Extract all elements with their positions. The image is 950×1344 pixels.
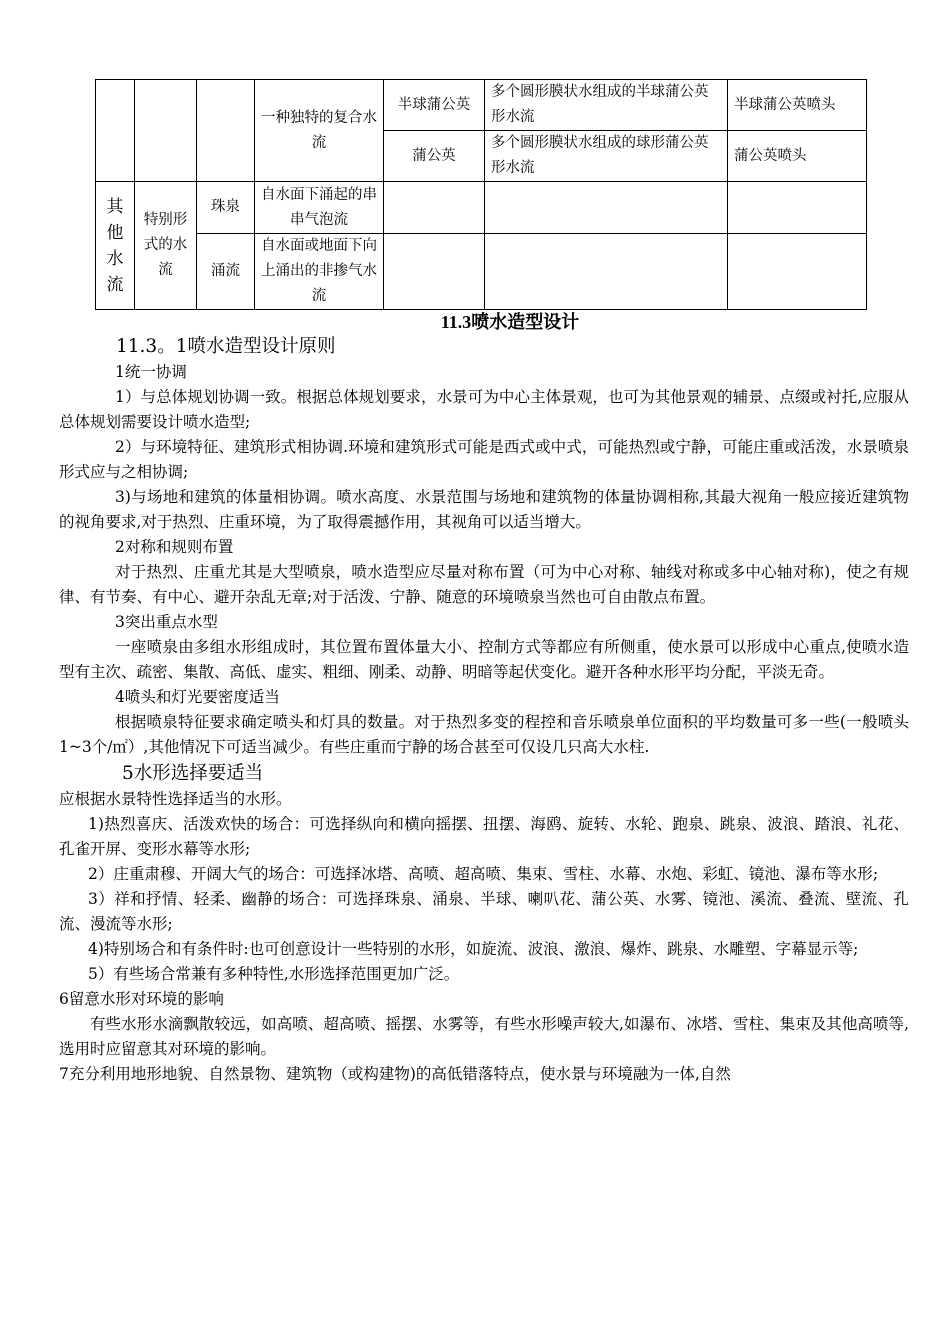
paragraph: 2）与环境特征、建筑形式相协调.环境和建筑形式可能是西式或中式，可能热烈或宁静，可能庄重或活泼，水景喷泉形式应与之相协调; [59,438,909,481]
paragraph: 一座喷泉由多组水形组成时，其位置布置体量大小、控制方式等都应有所侧重，使水景可以形成中心重点,使喷水造型有主次、疏密、集散、高低、虚实、粗细、刚柔、动静、明暗等起伏变化。避开各种水形平均分配，平淡无奇。 [59,638,909,681]
paragraph: 有些水形水滴飘散较远，如高喷、超高喷、摇摆、水雾等，有些水形噪声较大,如瀑布、冰塔、雪柱、集束及其他高喷等,选用时应留意其对环境的影响。 [59,1015,909,1058]
principle-heading: 2对称和规则布置 [115,538,234,556]
principle-heading: 3突出重点水型 [115,613,218,631]
paragraph: 3)与场地和建筑的体量相协调。喷水高度、水景范围与场地和建筑物的体量协调相称,其最大视角一般应接近建筑物的视角要求,对于热烈、庄重环境，为了取得震撼作用，其视角可以适当增大。 [59,488,909,531]
principle-heading: 5水形选择要适当 [122,763,264,784]
table-cell-desc: 多个圆形膜状水组成的球形蒲公英形水流 [485,131,728,182]
table-cell-name: 蒲公英 [384,131,485,182]
principle-heading: 4喷头和灯光要密度适当 [115,688,280,706]
table-cell [384,182,485,234]
table-cell [728,182,867,234]
list-item: 4)特别场合和有条件时:也可创意设计一些特别的水形，如旋流、波浪、激浪、爆炸、跳泉、水雕塑、字幕显示等; [88,940,859,958]
paragraph: 应根据水景特性选择适当的水形。 [59,790,292,808]
table-cell-flow-desc: 一种独特的复合水流 [255,80,384,182]
table-cell [96,80,135,182]
table-cell-desc: 自水面下涌起的串串气泡流 [255,182,384,234]
list-item: 3）祥和抒情、轻柔、幽静的场合：可选择珠泉、涌泉、半球、喇叭花、蒲公英、水雾、镜池、溪流、叠流、壁流、孔流、漫流等水形; [59,890,909,933]
table-cell-name: 半球蒲公英 [384,80,485,131]
principle-heading: 6留意水形对环境的影响 [59,990,224,1008]
paragraph: 1）与总体规划协调一致。根据总体规划要求，水景可为中心主体景观，也可为其他景观的辅景、点缀或衬托,应服从总体规划需要设计喷水造型; [59,388,909,431]
table-cell-nozzle: 半球蒲公英喷头 [728,80,867,131]
list-item: 2）庄重肃穆、开阔大气的场合：可选择冰塔、高喷、超高喷、集束、雪柱、水幕、水炮、彩虹、镜池、瀑布等水形; [88,865,879,883]
table-cell [485,182,728,234]
table-cell-desc: 自水面或地面下向上涌出的非掺气水流 [255,234,384,310]
water-form-table [95,79,867,310]
table-cell [485,234,728,310]
table-cell-group: 其他水流 [96,182,135,310]
table-cell [197,80,255,182]
table-cell [384,234,485,310]
list-item: 5）有些场合常兼有多种特性,水形选择范围更加广泛。 [88,965,460,983]
table-cell-desc: 多个圆形膜状水组成的半球蒲公英形水流 [485,80,728,131]
paragraph: 根据喷泉特征要求确定喷头和灯具的数量。对于热烈多变的程控和音乐喷泉单位面积的平均数量可多一些(一般喷头1~3个/㎡）,其他情况下可适当减少。有些庄重而宁静的场合甚至可仅设几只高大水柱. [59,713,909,756]
paragraph: 对于热烈、庄重尤其是大型喷泉，喷水造型应尽量对称布置（可为中心对称、轴线对称或多中心轴对称)，使之有规律、有节奏、有中心、避开杂乱无章;对于活泼、宁静、随意的环境喷泉当然也可自由散点布置。 [59,563,909,606]
table-cell [135,80,197,182]
table-cell-nozzle: 蒲公英喷头 [728,131,867,182]
table-cell-name: 涌流 [197,234,255,310]
paragraph: 7充分利用地形地貌、自然景物、建筑物（或构建物)的高低错落特点，使水景与环境融为一体,自然 [59,1065,731,1083]
principle-heading: 1统一协调 [115,363,187,381]
document-body [59,333,909,1087]
subsection-heading: 11.3。1喷水造型设计原则 [116,336,336,357]
list-item: 1)热烈喜庆、活泼欢快的场合：可选择纵向和横向摇摆、扭摆、海鸥、旋转、水轮、跑泉、跳泉、波浪、踏浪、礼花、孔雀开屏、变形水幕等水形; [59,815,909,858]
table-cell [728,234,867,310]
table-cell-subgroup: 特别形式的水流 [135,182,197,310]
table-cell-name: 珠泉 [197,182,255,234]
section-heading: 11.3喷水造型设计 [440,312,580,332]
